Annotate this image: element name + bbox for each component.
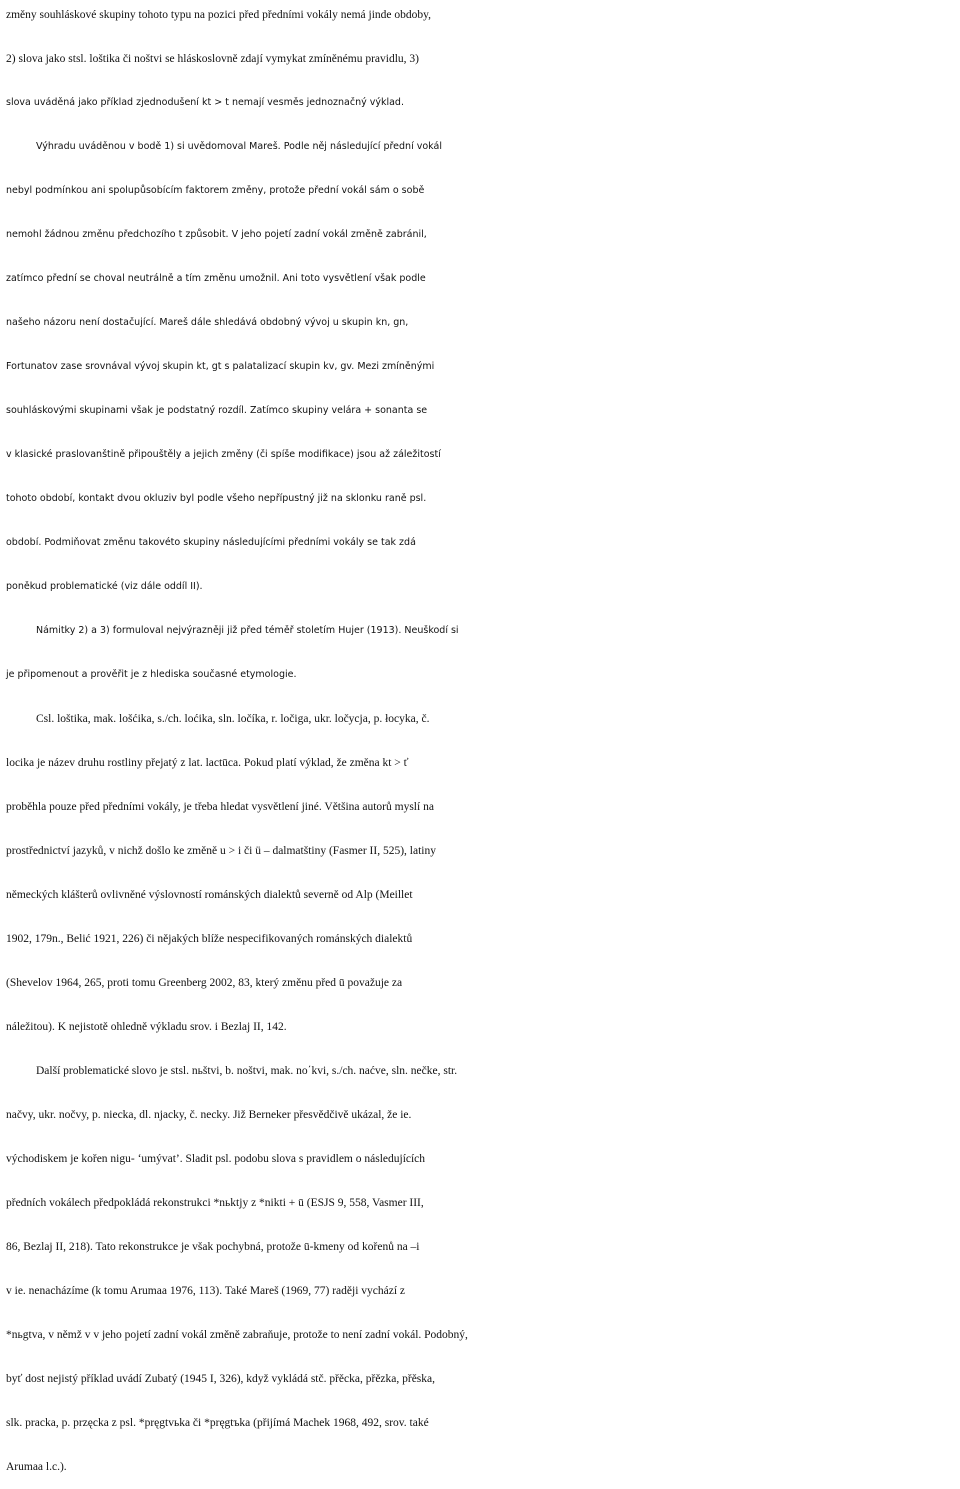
text-line: předních vokálech předpokládá rekonstrukci *nьktjy z *nikti + ū (ESJS 9, 558, Vasmer III, bbox=[6, 1197, 424, 1209]
text-line: našeho názoru není dostačující. Mareš dále shledává obdobný vývoj u skupin kn, gn, bbox=[6, 317, 409, 328]
text-line: náležitou). K nejistotě ohledně výkladu srov. i Bezlaj II, 142. bbox=[6, 1021, 287, 1033]
text-line: Fortunatov zase srovnával vývoj skupin kt, gt s palatalizací skupin kv, gv. Mezi zmíněnými bbox=[6, 361, 435, 372]
text-line: Námitky 2) a 3) formuloval nejvýrazněji již před téměř stoletím Hujer (1913). Neuškodí si bbox=[36, 625, 459, 636]
text-line: slova uváděná jako příklad zjednodušení kt > t nemají vesměs jednoznačný výklad. bbox=[6, 97, 404, 108]
text-line: proběhla pouze před předními vokály, je třeba hledat vysvětlení jiné. Většina autorů myslí na bbox=[6, 801, 434, 813]
text-line: *nьgtva, v němž v v jeho pojetí zadní vokál změně zabraňuje, protože to není zadní vokál. Podobný, bbox=[6, 1329, 468, 1341]
text-line: Výhradu uváděnou v bodě 1) si uvědomoval Mareš. Podle něj následující přední vokál bbox=[36, 141, 442, 152]
text-line: Další problematické slovo je stsl. nьštvi, b. noštvi, mak. no΄kvi, s./ch. naćve, sln. nečke, str. bbox=[36, 1065, 458, 1077]
text-line: 2) slova jako stsl. loštika či noštvi se hláskoslovně zdají vymykat zmíněnému pravidlu, 3) bbox=[6, 53, 419, 65]
paragraph-4 bbox=[6, 1049, 960, 1489]
text-line: slk. pracka, p. przęcka z psl. *pręgtvьka či *pręgtъka (přijímá Machek 1968, 492, srov. také bbox=[6, 1417, 429, 1429]
text-line: období. Podmiňovat změnu takovéto skupiny následujícími předními vokály se tak zdá bbox=[6, 537, 416, 548]
paragraph-1 bbox=[6, 0, 960, 609]
text-line: 1902, 179n., Belić 1921, 226) či nějakých blíže nespecifikovaných románských dialektů bbox=[6, 933, 413, 945]
text-line: Arumaa l.c.). bbox=[6, 1461, 67, 1473]
text-line: změny souhláskové skupiny tohoto typu na pozici před předními vokály nemá jinde obdoby, bbox=[6, 9, 431, 21]
text-line: v ie. nenacházíme (k tomu Arumaa 1976, 113). Také Mareš (1969, 77) raději vychází z bbox=[6, 1285, 406, 1297]
text-line: nebyl podmínkou ani spolupůsobícím faktorem změny, protože přední vokál sám o sobě bbox=[6, 185, 425, 196]
text-line: 86, Bezlaj II, 218). Tato rekonstrukce je však pochybná, protože ū-kmeny od kořenů na –i bbox=[6, 1241, 420, 1253]
text-line: zatímco přední se choval neutrálně a tím změnu umožnil. Ani toto vysvětlení však podle bbox=[6, 273, 426, 284]
text-line: poněkud problematické (viz dále oddíl II). bbox=[6, 581, 203, 592]
text-line: (Shevelov 1964, 265, proti tomu Greenberg 2002, 83, který změnu před ū považuje za bbox=[6, 977, 403, 989]
text-line: locika je název druhu rostliny přejatý z lat. lactūca. Pokud platí výklad, že změna kt > ť bbox=[6, 757, 409, 769]
text-line: byť dost nejistý příklad uvádí Zubatý (1945 I, 326), když vykládá stč. přěcka, přězka, přěska, bbox=[6, 1373, 436, 1385]
text-line: východiskem je kořen nigu- ‘umývat’. Sladit psl. podobu slova s pravidlem o následujících bbox=[6, 1153, 426, 1165]
text-line: je připomenout a prověřit je z hlediska současné etymologie. bbox=[6, 669, 297, 680]
text-line: nemohl žádnou změnu předchozího t způsobit. V jeho pojetí zadní vokál změně zabránil, bbox=[6, 229, 427, 240]
paragraph-2 bbox=[6, 609, 960, 697]
text-line: Csl. loštika, mak. lošćika, s./ch. loćika, sln. ločíka, r. ločiga, ukr. ločycja, p. łocyka, č. bbox=[36, 713, 430, 725]
text-line: načvy, ukr. nočvy, p. niecka, dl. njacky, č. necky. Již Berneker přesvědčivě ukázal, že ie. bbox=[6, 1109, 412, 1121]
text-line: tohoto období, kontakt dvou okluziv byl podle všeho nepřípustný již na sklonku raně psl. bbox=[6, 493, 427, 504]
text-line: v klasické praslovanštině připouštěly a jejich změny (či spíše modifikace) jsou až záležitostí bbox=[6, 449, 441, 460]
text-line: německých klášterů ovlivněné výslovností románských dialektů severně od Alp (Meillet bbox=[6, 889, 413, 901]
text-line: souhláskovými skupinami však je podstatný rozdíl. Zatímco skupiny velára + sonanta se bbox=[6, 405, 428, 416]
paragraph-3 bbox=[6, 697, 960, 1049]
text-line: prostřednictví jazyků, v nichž došlo ke změně u > i či ü – dalmatštiny (Fasmer II, 525), latiny bbox=[6, 845, 436, 857]
